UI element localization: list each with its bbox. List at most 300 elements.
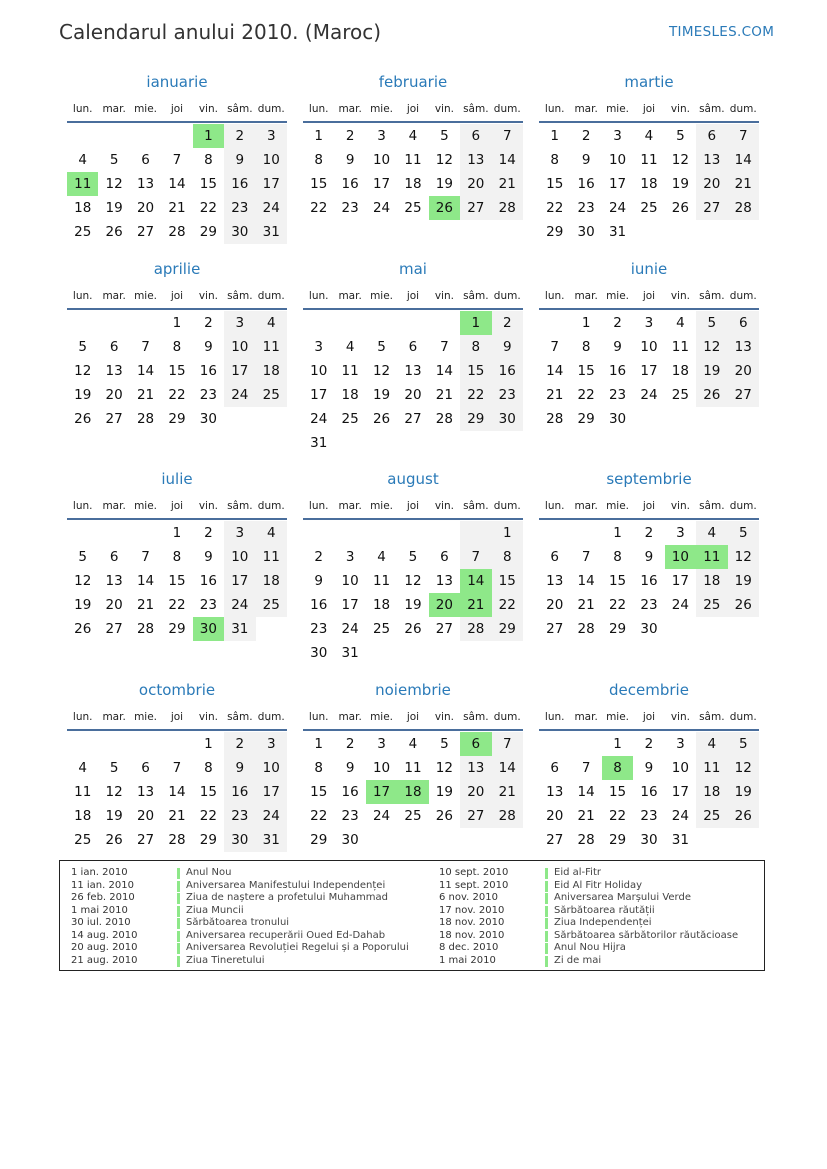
day-cell[interactable]: 26 xyxy=(671,200,689,216)
day-cell[interactable]: 2 xyxy=(345,736,355,752)
holiday-day-cell[interactable]: 18 xyxy=(397,780,428,804)
day-cell[interactable]: 21 xyxy=(136,387,155,403)
day-cell[interactable]: 30 xyxy=(341,832,359,848)
day-cell[interactable]: 18 xyxy=(671,363,689,379)
day-cell[interactable]: 13 xyxy=(546,573,564,589)
day-cell[interactable]: 7 xyxy=(492,732,523,756)
day-cell[interactable]: 3 xyxy=(224,521,255,545)
day-cell[interactable]: 22 xyxy=(608,808,627,824)
day-cell[interactable]: 3 xyxy=(377,128,386,144)
day-cell[interactable]: 28 xyxy=(168,832,186,848)
day-cell[interactable]: 8 xyxy=(314,760,323,776)
day-cell[interactable]: 4 xyxy=(78,152,87,168)
day-cell[interactable]: 10 xyxy=(224,335,255,359)
day-cell[interactable]: 25 xyxy=(640,200,658,216)
day-cell[interactable]: 18 xyxy=(74,808,92,824)
day-cell[interactable]: 9 xyxy=(204,339,213,355)
day-cell[interactable]: 21 xyxy=(435,387,453,403)
day-cell[interactable]: 12 xyxy=(696,335,727,359)
day-cell[interactable]: 10 xyxy=(608,152,627,168)
day-cell[interactable]: 26 xyxy=(404,621,422,637)
day-cell[interactable]: 27 xyxy=(435,621,453,637)
day-cell[interactable]: 31 xyxy=(310,435,328,451)
day-cell[interactable]: 17 xyxy=(608,176,627,192)
day-cell[interactable]: 16 xyxy=(640,784,658,800)
day-cell[interactable]: 7 xyxy=(550,339,559,355)
day-cell[interactable]: 1 xyxy=(172,315,182,331)
day-cell[interactable]: 6 xyxy=(408,339,418,355)
day-cell[interactable]: 24 xyxy=(671,597,689,613)
day-cell[interactable]: 23 xyxy=(640,597,658,613)
day-cell[interactable]: 9 xyxy=(345,760,355,776)
day-cell[interactable]: 15 xyxy=(199,784,217,800)
day-cell[interactable]: 22 xyxy=(199,200,217,216)
day-cell[interactable]: 29 xyxy=(310,832,328,848)
day-cell[interactable]: 22 xyxy=(577,387,595,403)
day-cell[interactable]: 10 xyxy=(224,545,255,569)
day-cell[interactable]: 19 xyxy=(372,387,391,403)
day-cell[interactable]: 13 xyxy=(460,756,491,780)
day-cell[interactable]: 4 xyxy=(696,521,727,545)
day-cell[interactable]: 10 xyxy=(310,363,328,379)
day-cell[interactable]: 3 xyxy=(676,736,685,752)
day-cell[interactable]: 15 xyxy=(168,363,186,379)
day-cell[interactable]: 23 xyxy=(199,597,217,613)
day-cell[interactable]: 12 xyxy=(728,756,759,780)
day-cell[interactable]: 23 xyxy=(608,387,627,403)
day-cell[interactable]: 20 xyxy=(105,387,123,403)
day-cell[interactable]: 1 xyxy=(550,128,559,144)
day-cell[interactable]: 26 xyxy=(74,411,92,427)
day-cell[interactable]: 31 xyxy=(256,220,287,244)
day-cell[interactable]: 14 xyxy=(577,573,595,589)
holiday-day-cell[interactable]: 11 xyxy=(67,172,98,196)
day-cell[interactable]: 21 xyxy=(168,808,186,824)
day-cell[interactable]: 28 xyxy=(492,804,523,828)
day-cell[interactable]: 13 xyxy=(105,573,123,589)
day-cell[interactable]: 15 xyxy=(546,176,564,192)
day-cell[interactable]: 5 xyxy=(78,549,87,565)
day-cell[interactable]: 5 xyxy=(440,736,449,752)
day-cell[interactable]: 2 xyxy=(224,124,255,148)
day-cell[interactable]: 8 xyxy=(550,152,559,168)
day-cell[interactable]: 23 xyxy=(310,621,328,637)
day-cell[interactable]: 15 xyxy=(492,569,523,593)
day-cell[interactable]: 29 xyxy=(492,617,523,641)
day-cell[interactable]: 21 xyxy=(136,597,155,613)
day-cell[interactable]: 5 xyxy=(728,732,759,756)
day-cell[interactable]: 8 xyxy=(204,152,213,168)
day-cell[interactable]: 29 xyxy=(168,621,186,637)
day-cell[interactable]: 9 xyxy=(314,573,323,589)
day-cell[interactable]: 5 xyxy=(696,311,727,335)
day-cell[interactable]: 28 xyxy=(546,411,564,427)
day-cell[interactable]: 3 xyxy=(676,525,685,541)
day-cell[interactable]: 17 xyxy=(640,363,658,379)
day-cell[interactable]: 10 xyxy=(372,760,391,776)
day-cell[interactable]: 21 xyxy=(577,597,595,613)
day-cell[interactable]: 16 xyxy=(199,363,217,379)
day-cell[interactable]: 27 xyxy=(728,383,759,407)
day-cell[interactable]: 31 xyxy=(608,224,627,240)
day-cell[interactable]: 2 xyxy=(204,315,213,331)
day-cell[interactable]: 27 xyxy=(460,804,491,828)
day-cell[interactable]: 5 xyxy=(377,339,386,355)
day-cell[interactable]: 6 xyxy=(141,760,150,776)
day-cell[interactable]: 12 xyxy=(671,152,689,168)
day-cell[interactable]: 25 xyxy=(256,593,287,617)
day-cell[interactable]: 19 xyxy=(74,597,92,613)
day-cell[interactable]: 24 xyxy=(341,621,359,637)
day-cell[interactable]: 15 xyxy=(168,573,186,589)
day-cell[interactable]: 22 xyxy=(168,387,186,403)
day-cell[interactable]: 13 xyxy=(460,148,491,172)
day-cell[interactable]: 20 xyxy=(460,172,491,196)
day-cell[interactable]: 3 xyxy=(613,128,622,144)
day-cell[interactable]: 7 xyxy=(728,124,759,148)
day-cell[interactable]: 16 xyxy=(224,172,255,196)
day-cell[interactable]: 25 xyxy=(404,200,422,216)
day-cell[interactable]: 2 xyxy=(345,128,355,144)
day-cell[interactable]: 16 xyxy=(224,780,255,804)
day-cell[interactable]: 31 xyxy=(224,617,255,641)
day-cell[interactable]: 22 xyxy=(546,200,564,216)
holiday-day-cell[interactable]: 20 xyxy=(429,593,460,617)
day-cell[interactable]: 20 xyxy=(546,597,564,613)
day-cell[interactable]: 28 xyxy=(168,224,186,240)
day-cell[interactable]: 11 xyxy=(404,760,422,776)
day-cell[interactable]: 22 xyxy=(199,808,217,824)
day-cell[interactable]: 9 xyxy=(492,335,523,359)
day-cell[interactable]: 13 xyxy=(136,784,155,800)
day-cell[interactable]: 31 xyxy=(341,645,359,661)
day-cell[interactable]: 12 xyxy=(435,760,453,776)
day-cell[interactable]: 21 xyxy=(492,780,523,804)
day-cell[interactable]: 13 xyxy=(404,363,422,379)
day-cell[interactable]: 16 xyxy=(492,359,523,383)
day-cell[interactable]: 16 xyxy=(577,176,595,192)
day-cell[interactable]: 28 xyxy=(136,411,155,427)
day-cell[interactable]: 4 xyxy=(408,128,418,144)
day-cell[interactable]: 16 xyxy=(310,597,328,613)
day-cell[interactable]: 12 xyxy=(105,784,123,800)
day-cell[interactable]: 26 xyxy=(435,808,453,824)
day-cell[interactable]: 22 xyxy=(460,383,491,407)
day-cell[interactable]: 26 xyxy=(372,411,391,427)
day-cell[interactable]: 24 xyxy=(256,196,287,220)
day-cell[interactable]: 18 xyxy=(256,569,287,593)
day-cell[interactable]: 19 xyxy=(74,387,92,403)
day-cell[interactable]: 31 xyxy=(671,832,689,848)
day-cell[interactable]: 5 xyxy=(109,760,119,776)
day-cell[interactable]: 19 xyxy=(105,200,123,216)
day-cell[interactable]: 10 xyxy=(341,573,359,589)
holiday-day-cell[interactable]: 26 xyxy=(429,196,460,220)
day-cell[interactable]: 15 xyxy=(460,359,491,383)
day-cell[interactable]: 15 xyxy=(310,784,328,800)
day-cell[interactable]: 17 xyxy=(671,573,689,589)
day-cell[interactable]: 8 xyxy=(613,549,622,565)
day-cell[interactable]: 2 xyxy=(613,315,622,331)
day-cell[interactable]: 18 xyxy=(696,780,727,804)
day-cell[interactable]: 3 xyxy=(256,732,287,756)
day-cell[interactable]: 17 xyxy=(256,172,287,196)
day-cell[interactable]: 25 xyxy=(696,593,727,617)
day-cell[interactable]: 11 xyxy=(341,363,359,379)
holiday-day-cell[interactable]: 10 xyxy=(665,545,696,569)
day-cell[interactable]: 12 xyxy=(404,573,422,589)
day-cell[interactable]: 14 xyxy=(136,363,155,379)
day-cell[interactable]: 2 xyxy=(224,732,255,756)
day-cell[interactable]: 22 xyxy=(310,200,328,216)
day-cell[interactable]: 20 xyxy=(404,387,422,403)
day-cell[interactable]: 24 xyxy=(671,808,689,824)
day-cell[interactable]: 10 xyxy=(256,148,287,172)
day-cell[interactable]: 17 xyxy=(310,387,328,403)
holiday-day-cell[interactable]: 8 xyxy=(602,756,633,780)
day-cell[interactable]: 11 xyxy=(256,335,287,359)
day-cell[interactable]: 23 xyxy=(224,196,255,220)
day-cell[interactable]: 20 xyxy=(460,780,491,804)
day-cell[interactable]: 24 xyxy=(224,593,255,617)
day-cell[interactable]: 9 xyxy=(204,549,213,565)
day-cell[interactable]: 5 xyxy=(728,521,759,545)
day-cell[interactable]: 26 xyxy=(728,804,759,828)
day-cell[interactable]: 28 xyxy=(460,617,491,641)
day-cell[interactable]: 14 xyxy=(168,176,186,192)
day-cell[interactable]: 13 xyxy=(105,363,123,379)
day-cell[interactable]: 8 xyxy=(172,339,182,355)
day-cell[interactable]: 4 xyxy=(676,315,685,331)
day-cell[interactable]: 6 xyxy=(550,760,559,776)
day-cell[interactable]: 2 xyxy=(644,525,654,541)
day-cell[interactable]: 23 xyxy=(199,387,217,403)
day-cell[interactable]: 6 xyxy=(550,549,559,565)
day-cell[interactable]: 9 xyxy=(613,339,622,355)
day-cell[interactable]: 27 xyxy=(460,196,491,220)
day-cell[interactable]: 19 xyxy=(105,808,123,824)
day-cell[interactable]: 7 xyxy=(172,760,182,776)
day-cell[interactable]: 4 xyxy=(256,521,287,545)
day-cell[interactable]: 11 xyxy=(640,152,658,168)
day-cell[interactable]: 11 xyxy=(696,756,727,780)
day-cell[interactable]: 16 xyxy=(608,363,627,379)
day-cell[interactable]: 14 xyxy=(435,363,453,379)
day-cell[interactable]: 7 xyxy=(581,760,591,776)
day-cell[interactable]: 28 xyxy=(136,621,155,637)
day-cell[interactable]: 23 xyxy=(341,808,359,824)
day-cell[interactable]: 11 xyxy=(74,784,92,800)
day-cell[interactable]: 18 xyxy=(640,176,658,192)
day-cell[interactable]: 7 xyxy=(460,545,491,569)
day-cell[interactable]: 7 xyxy=(172,152,182,168)
day-cell[interactable]: 7 xyxy=(492,124,523,148)
day-cell[interactable]: 12 xyxy=(74,363,92,379)
day-cell[interactable]: 4 xyxy=(345,339,355,355)
day-cell[interactable]: 1 xyxy=(172,525,182,541)
day-cell[interactable]: 29 xyxy=(608,621,627,637)
day-cell[interactable]: 17 xyxy=(341,597,359,613)
day-cell[interactable]: 1 xyxy=(581,315,591,331)
day-cell[interactable]: 24 xyxy=(310,411,328,427)
day-cell[interactable]: 28 xyxy=(492,196,523,220)
day-cell[interactable]: 20 xyxy=(728,359,759,383)
day-cell[interactable]: 8 xyxy=(204,760,213,776)
day-cell[interactable]: 17 xyxy=(224,359,255,383)
day-cell[interactable]: 27 xyxy=(546,621,564,637)
day-cell[interactable]: 10 xyxy=(372,152,391,168)
holiday-day-cell[interactable]: 21 xyxy=(460,593,491,617)
day-cell[interactable]: 25 xyxy=(74,224,92,240)
day-cell[interactable]: 3 xyxy=(345,549,355,565)
day-cell[interactable]: 14 xyxy=(492,148,523,172)
day-cell[interactable]: 20 xyxy=(546,808,564,824)
day-cell[interactable]: 12 xyxy=(105,176,123,192)
day-cell[interactable]: 9 xyxy=(644,760,654,776)
day-cell[interactable]: 11 xyxy=(671,339,689,355)
day-cell[interactable]: 21 xyxy=(728,172,759,196)
day-cell[interactable]: 17 xyxy=(256,780,287,804)
day-cell[interactable]: 20 xyxy=(696,172,727,196)
day-cell[interactable]: 1 xyxy=(314,736,323,752)
day-cell[interactable]: 23 xyxy=(640,808,658,824)
day-cell[interactable]: 30 xyxy=(640,832,658,848)
day-cell[interactable]: 22 xyxy=(310,808,328,824)
day-cell[interactable]: 7 xyxy=(141,339,150,355)
holiday-day-cell[interactable]: 14 xyxy=(460,569,491,593)
day-cell[interactable]: 14 xyxy=(136,573,155,589)
day-cell[interactable]: 2 xyxy=(204,525,213,541)
day-cell[interactable]: 5 xyxy=(109,152,119,168)
day-cell[interactable]: 5 xyxy=(78,339,87,355)
day-cell[interactable]: 28 xyxy=(577,832,595,848)
day-cell[interactable]: 26 xyxy=(105,224,123,240)
day-cell[interactable]: 9 xyxy=(224,148,255,172)
day-cell[interactable]: 14 xyxy=(168,784,186,800)
day-cell[interactable]: 16 xyxy=(341,176,359,192)
day-cell[interactable]: 6 xyxy=(728,311,759,335)
day-cell[interactable]: 6 xyxy=(460,124,491,148)
day-cell[interactable]: 5 xyxy=(676,128,685,144)
day-cell[interactable]: 14 xyxy=(546,363,564,379)
day-cell[interactable]: 30 xyxy=(199,411,217,427)
day-cell[interactable]: 9 xyxy=(345,152,355,168)
day-cell[interactable]: 12 xyxy=(435,152,453,168)
day-cell[interactable]: 13 xyxy=(435,573,453,589)
day-cell[interactable]: 11 xyxy=(372,573,391,589)
day-cell[interactable]: 29 xyxy=(199,224,217,240)
day-cell[interactable]: 1 xyxy=(314,128,323,144)
day-cell[interactable]: 18 xyxy=(341,387,359,403)
day-cell[interactable]: 17 xyxy=(372,176,391,192)
day-cell[interactable]: 15 xyxy=(310,176,328,192)
day-cell[interactable]: 17 xyxy=(671,784,689,800)
day-cell[interactable]: 1 xyxy=(492,521,523,545)
day-cell[interactable]: 27 xyxy=(136,832,155,848)
day-cell[interactable]: 8 xyxy=(581,339,591,355)
day-cell[interactable]: 2 xyxy=(314,549,323,565)
day-cell[interactable]: 19 xyxy=(671,176,689,192)
day-cell[interactable]: 20 xyxy=(136,200,155,216)
day-cell[interactable]: 30 xyxy=(608,411,627,427)
day-cell[interactable]: 4 xyxy=(377,549,386,565)
day-cell[interactable]: 29 xyxy=(577,411,595,427)
day-cell[interactable]: 22 xyxy=(168,597,186,613)
day-cell[interactable]: 18 xyxy=(256,359,287,383)
day-cell[interactable]: 27 xyxy=(136,224,155,240)
day-cell[interactable]: 27 xyxy=(105,411,123,427)
day-cell[interactable]: 24 xyxy=(256,804,287,828)
day-cell[interactable]: 4 xyxy=(408,736,418,752)
day-cell[interactable]: 25 xyxy=(671,387,689,403)
day-cell[interactable]: 12 xyxy=(728,545,759,569)
day-cell[interactable]: 6 xyxy=(109,549,119,565)
day-cell[interactable]: 25 xyxy=(404,808,422,824)
day-cell[interactable]: 26 xyxy=(728,593,759,617)
day-cell[interactable]: 10 xyxy=(256,756,287,780)
day-cell[interactable]: 16 xyxy=(199,573,217,589)
day-cell[interactable]: 10 xyxy=(671,760,689,776)
day-cell[interactable]: 2 xyxy=(644,736,654,752)
day-cell[interactable]: 17 xyxy=(224,569,255,593)
day-cell[interactable]: 18 xyxy=(74,200,92,216)
day-cell[interactable]: 9 xyxy=(224,756,255,780)
day-cell[interactable]: 23 xyxy=(577,200,595,216)
day-cell[interactable]: 8 xyxy=(314,152,323,168)
day-cell[interactable]: 23 xyxy=(341,200,359,216)
day-cell[interactable]: 5 xyxy=(408,549,418,565)
day-cell[interactable]: 26 xyxy=(105,832,123,848)
day-cell[interactable]: 7 xyxy=(440,339,449,355)
holiday-day-cell[interactable]: 1 xyxy=(193,124,224,148)
day-cell[interactable]: 9 xyxy=(581,152,591,168)
day-cell[interactable]: 30 xyxy=(224,828,255,852)
day-cell[interactable]: 25 xyxy=(372,621,391,637)
day-cell[interactable]: 18 xyxy=(696,569,727,593)
day-cell[interactable]: 16 xyxy=(640,573,658,589)
day-cell[interactable]: 25 xyxy=(696,804,727,828)
day-cell[interactable]: 15 xyxy=(199,176,217,192)
day-cell[interactable]: 21 xyxy=(168,200,186,216)
day-cell[interactable]: 6 xyxy=(141,152,150,168)
holiday-day-cell[interactable]: 11 xyxy=(696,545,727,569)
day-cell[interactable]: 19 xyxy=(404,597,422,613)
day-cell[interactable]: 11 xyxy=(404,152,422,168)
day-cell[interactable]: 10 xyxy=(640,339,658,355)
day-cell[interactable]: 30 xyxy=(492,407,523,431)
day-cell[interactable]: 28 xyxy=(728,196,759,220)
day-cell[interactable]: 27 xyxy=(105,621,123,637)
day-cell[interactable]: 21 xyxy=(546,387,564,403)
day-cell[interactable]: 6 xyxy=(109,339,119,355)
day-cell[interactable]: 30 xyxy=(577,224,595,240)
day-cell[interactable]: 19 xyxy=(435,176,453,192)
day-cell[interactable]: 8 xyxy=(492,545,523,569)
brand-link[interactable]: TIMESLES.COM xyxy=(669,24,775,40)
day-cell[interactable]: 9 xyxy=(644,549,654,565)
day-cell[interactable]: 1 xyxy=(613,736,622,752)
day-cell[interactable]: 3 xyxy=(314,339,323,355)
day-cell[interactable]: 21 xyxy=(577,808,595,824)
day-cell[interactable]: 7 xyxy=(141,549,150,565)
day-cell[interactable]: 28 xyxy=(577,621,595,637)
holiday-day-cell[interactable]: 1 xyxy=(460,311,491,335)
day-cell[interactable]: 18 xyxy=(372,597,391,613)
day-cell[interactable]: 3 xyxy=(377,736,386,752)
day-cell[interactable]: 25 xyxy=(256,383,287,407)
day-cell[interactable]: 14 xyxy=(577,784,595,800)
day-cell[interactable]: 24 xyxy=(608,200,627,216)
